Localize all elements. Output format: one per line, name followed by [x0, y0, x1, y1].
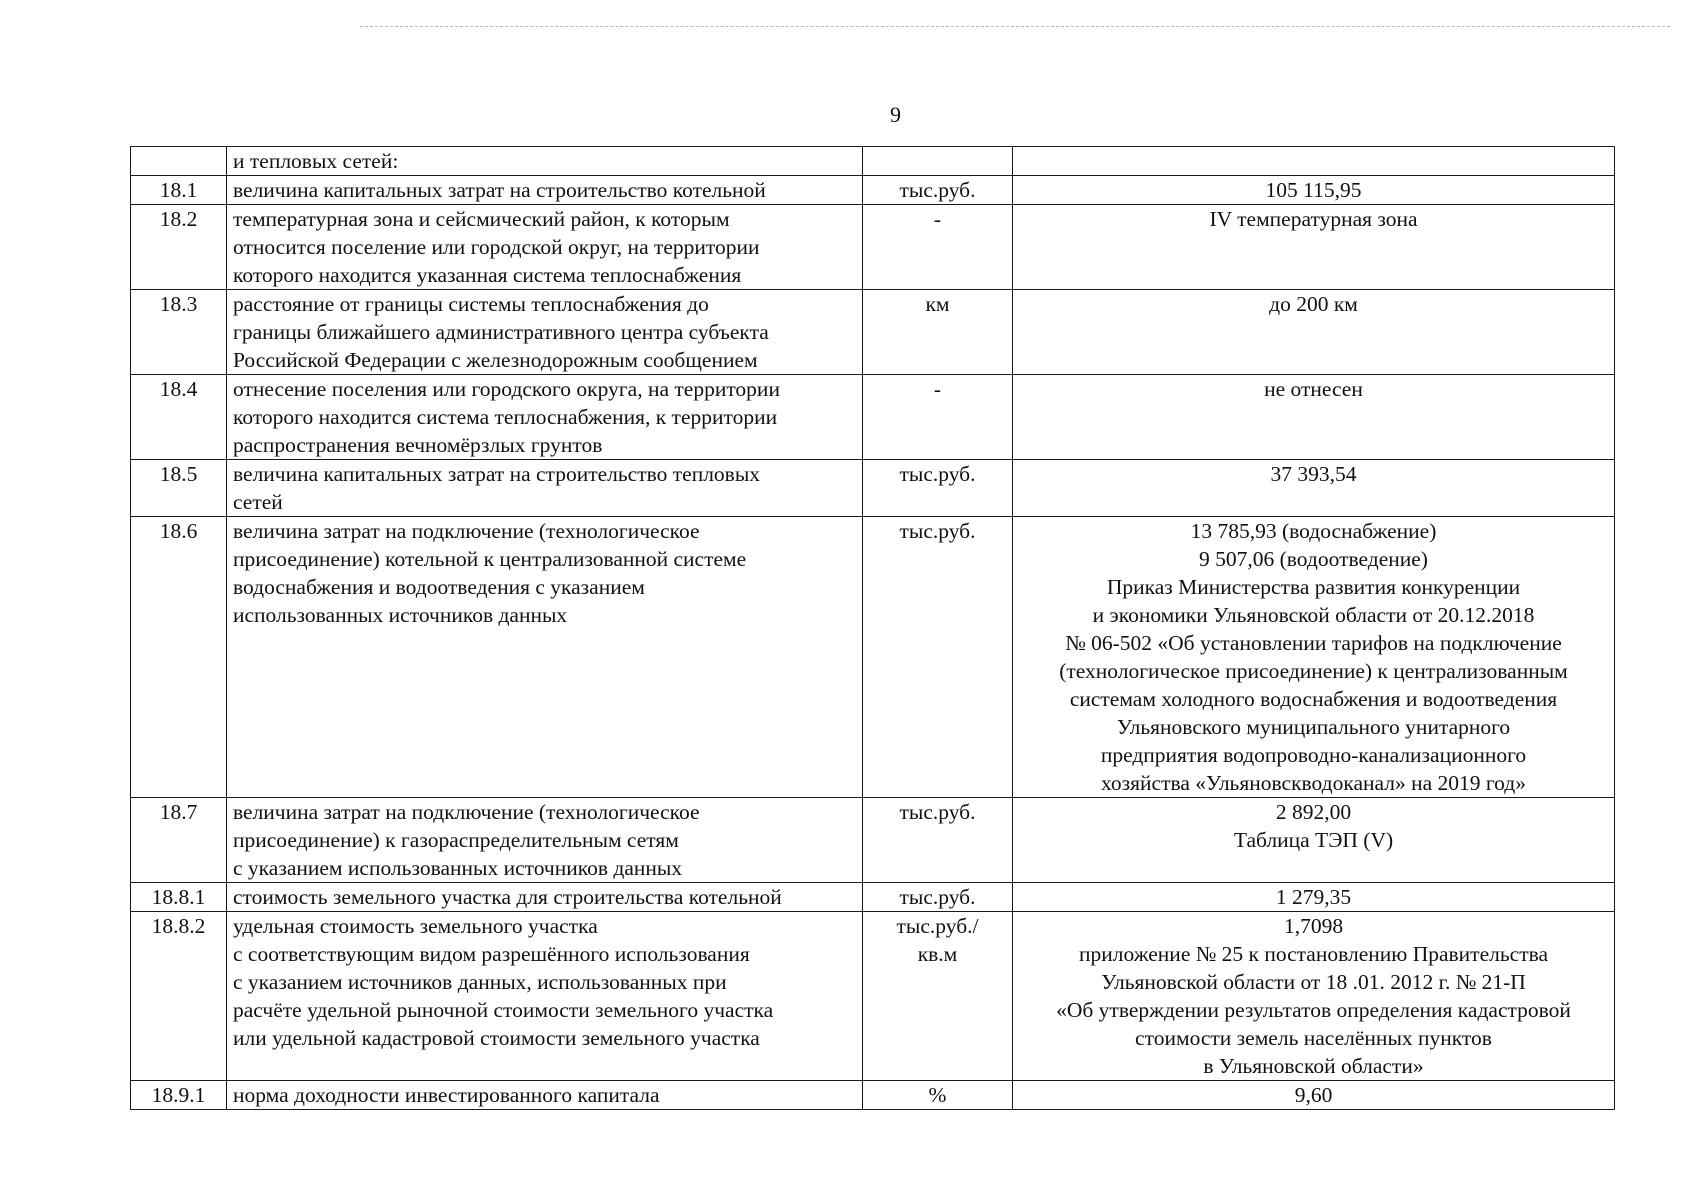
- value-line: не отнесен: [1264, 377, 1363, 401]
- parameter-name-line: величина затрат на подключение (технологическое: [233, 800, 700, 824]
- scan-top-rule: [360, 26, 1670, 27]
- parameter-name-cell: [227, 290, 863, 375]
- parameter-name-cell: [227, 147, 863, 176]
- row-number: 18.1: [159, 178, 198, 202]
- parameter-name-line: удельная стоимость земельного участка: [233, 914, 598, 938]
- value-line: 1 279,35: [1275, 885, 1352, 909]
- parameter-name-line: величина капитальных затрат на строительство котельной: [233, 178, 766, 202]
- value-line: 9,60: [1294, 1083, 1333, 1107]
- parameter-name-cell: [227, 1081, 863, 1110]
- value-cell: [1013, 290, 1615, 375]
- row-number: 18.2: [159, 207, 198, 231]
- value-cell: [1013, 460, 1615, 517]
- value-line: системам холодного водоснабжения и водоотведения: [1069, 687, 1558, 711]
- value-cell: [1013, 205, 1615, 290]
- table-row: [131, 290, 1615, 375]
- row-number-cell: [131, 147, 227, 176]
- table-row: [131, 517, 1615, 798]
- page-number: 9: [890, 102, 901, 127]
- unit-line: км: [925, 292, 950, 316]
- row-number: 18.4: [159, 377, 198, 401]
- parameter-name-line: или удельной кадастровой стоимости земельного участка: [233, 1026, 760, 1050]
- row-number-cell: [131, 798, 227, 883]
- parameter-name-cell: [227, 375, 863, 460]
- unit-cell: [863, 375, 1013, 460]
- table-row: [131, 912, 1615, 1081]
- row-number-cell: [131, 375, 227, 460]
- value-cell: [1013, 1081, 1615, 1110]
- value-line: стоимости земель населённых пунктов: [1135, 1026, 1492, 1050]
- table-row: [131, 147, 1615, 176]
- parameter-name-line: величина капитальных затрат на строительство тепловых: [233, 462, 761, 486]
- unit-cell: [863, 176, 1013, 205]
- table-row: [131, 176, 1615, 205]
- parameter-name-cell: [227, 517, 863, 798]
- unit-line: кв.м: [917, 942, 958, 966]
- value-line: 1,7098: [1283, 914, 1344, 938]
- unit-line: -: [933, 377, 942, 401]
- unit-line: -: [933, 207, 942, 231]
- parameter-name-line: водоснабжения и водоотведения с указанием: [233, 575, 645, 599]
- value-cell: [1013, 176, 1615, 205]
- value-line: Ульяновского муниципального унитарного: [1116, 715, 1511, 739]
- value-cell: [1013, 798, 1615, 883]
- parameter-name-line: присоединение) к газораспределительным сетям: [233, 828, 679, 852]
- value-line: «Об утверждении результатов определения кадастровой: [1056, 998, 1571, 1022]
- table-row: [131, 883, 1615, 912]
- row-number: 18.5: [159, 462, 198, 486]
- value-line: до 200 км: [1269, 292, 1358, 316]
- value-line: Приказ Министерства развития конкуренции: [1106, 575, 1521, 599]
- unit-line: тыс.руб.: [899, 178, 976, 202]
- unit-cell: [863, 147, 1013, 176]
- value-line: Таблица ТЭП (V): [1233, 828, 1394, 852]
- unit-line: тыс.руб.: [899, 800, 976, 824]
- row-number-cell: [131, 517, 227, 798]
- value-cell: [1013, 375, 1615, 460]
- value-line: IV температурная зона: [1209, 207, 1418, 231]
- unit-cell: [863, 290, 1013, 375]
- parameter-name-line: границы ближайшего административного центра субъекта: [233, 320, 769, 344]
- unit-cell: [863, 912, 1013, 1081]
- value-line: и экономики Ульяновской области от 20.12.2018: [1092, 603, 1535, 627]
- value-cell: [1013, 883, 1615, 912]
- value-line: 37 393,54: [1270, 462, 1357, 486]
- parameter-name-cell: [227, 798, 863, 883]
- row-number-cell: [131, 912, 227, 1081]
- unit-line: тыс.руб.: [899, 462, 976, 486]
- parameter-name-cell: [227, 176, 863, 205]
- parameter-name-line: с соответствующим видом разрешённого использования: [233, 942, 750, 966]
- row-number-cell: [131, 205, 227, 290]
- value-line: 13 785,93 (водоснабжение): [1190, 519, 1437, 543]
- value-line: 105 115,95: [1265, 178, 1362, 202]
- parameter-name-line: температурная зона и сейсмический район, к которым: [233, 207, 730, 231]
- table-row: [131, 375, 1615, 460]
- parameter-name-line: сетей: [233, 490, 283, 514]
- value-cell: [1013, 147, 1615, 176]
- parameter-name-line: относится поселение или городской округ, на территории: [233, 235, 760, 259]
- parameter-name-cell: [227, 460, 863, 517]
- parameter-name-line: величина затрат на подключение (технологическое: [233, 519, 700, 543]
- parameter-name-line: и тепловых сетей:: [233, 149, 399, 173]
- parameter-name-line: с указанием источников данных, использованных при: [233, 970, 727, 994]
- unit-cell: [863, 883, 1013, 912]
- parameter-name-line: использованных источников данных: [233, 603, 568, 627]
- row-number: 18.7: [159, 800, 198, 824]
- unit-line: %: [928, 1083, 947, 1107]
- unit-cell: [863, 1081, 1013, 1110]
- table-row: [131, 798, 1615, 883]
- unit-cell: [863, 205, 1013, 290]
- value-cell: [1013, 912, 1615, 1081]
- parameter-name-line: расчёте удельной рыночной стоимости земельного участка: [233, 998, 774, 1022]
- parameter-name-line: стоимость земельного участка для строительства котельной: [233, 885, 782, 909]
- parameter-name-cell: [227, 883, 863, 912]
- row-number-cell: [131, 290, 227, 375]
- unit-line: тыс.руб.: [899, 885, 976, 909]
- row-number: 18.9.1: [151, 1083, 206, 1107]
- value-line: 9 507,06 (водоотведение): [1199, 547, 1428, 571]
- unit-cell: [863, 517, 1013, 798]
- value-line: 2 892,00: [1275, 800, 1352, 824]
- row-number-cell: [131, 883, 227, 912]
- parameter-name-line: которого находится система теплоснабжения, к территории: [233, 405, 778, 429]
- parameter-name-line: распространения вечномёрзлых грунтов: [233, 433, 603, 457]
- parameters-table: [130, 146, 1615, 1110]
- table-body: [131, 147, 1615, 1110]
- unit-cell: [863, 798, 1013, 883]
- unit-line: тыс.руб.: [899, 519, 976, 543]
- table-row: [131, 460, 1615, 517]
- value-line: приложение № 25 к постановлению Правительства: [1078, 942, 1548, 966]
- row-number: 18.3: [159, 292, 198, 316]
- table-row: [131, 1081, 1615, 1110]
- row-number-cell: [131, 460, 227, 517]
- parameter-name-line: с указанием использованных источников данных: [233, 856, 683, 880]
- value-cell: [1013, 517, 1615, 798]
- value-line: предприятия водопроводно-канализационного: [1100, 743, 1527, 767]
- row-number: 18.8.1: [151, 885, 206, 909]
- parameter-name-line: Российской Федерации с железнодорожным сообщением: [233, 348, 758, 372]
- unit-line: тыс.руб./: [896, 914, 979, 938]
- value-line: № 06-502 «Об установлении тарифов на подключение: [1065, 631, 1562, 655]
- unit-cell: [863, 460, 1013, 517]
- parameter-name-line: отнесение поселения или городского округа, на территории: [233, 377, 780, 401]
- parameter-name-line: присоединение) котельной к централизованной системе: [233, 547, 747, 571]
- parameter-name-cell: [227, 912, 863, 1081]
- row-number: 18.8.2: [151, 914, 206, 938]
- row-number: 18.6: [159, 519, 198, 543]
- value-line: Ульяновской области от 18 .01. 2012 г. № 21-П: [1101, 970, 1526, 994]
- parameter-name-cell: [227, 205, 863, 290]
- row-number-cell: [131, 1081, 227, 1110]
- row-number-cell: [131, 176, 227, 205]
- value-line: в Ульяновской области»: [1203, 1054, 1424, 1078]
- parameter-name-line: которого находится указанная система теплоснабжения: [233, 263, 742, 287]
- parameter-name-line: расстояние от границы системы теплоснабжения до: [233, 292, 709, 316]
- table-row: [131, 205, 1615, 290]
- value-line: хозяйства «Ульяновскводоканал» на 2019 год»: [1100, 771, 1526, 795]
- value-line: (технологическое присоединение) к централизованным: [1059, 659, 1568, 683]
- parameter-name-line: норма доходности инвестированного капитала: [233, 1083, 660, 1107]
